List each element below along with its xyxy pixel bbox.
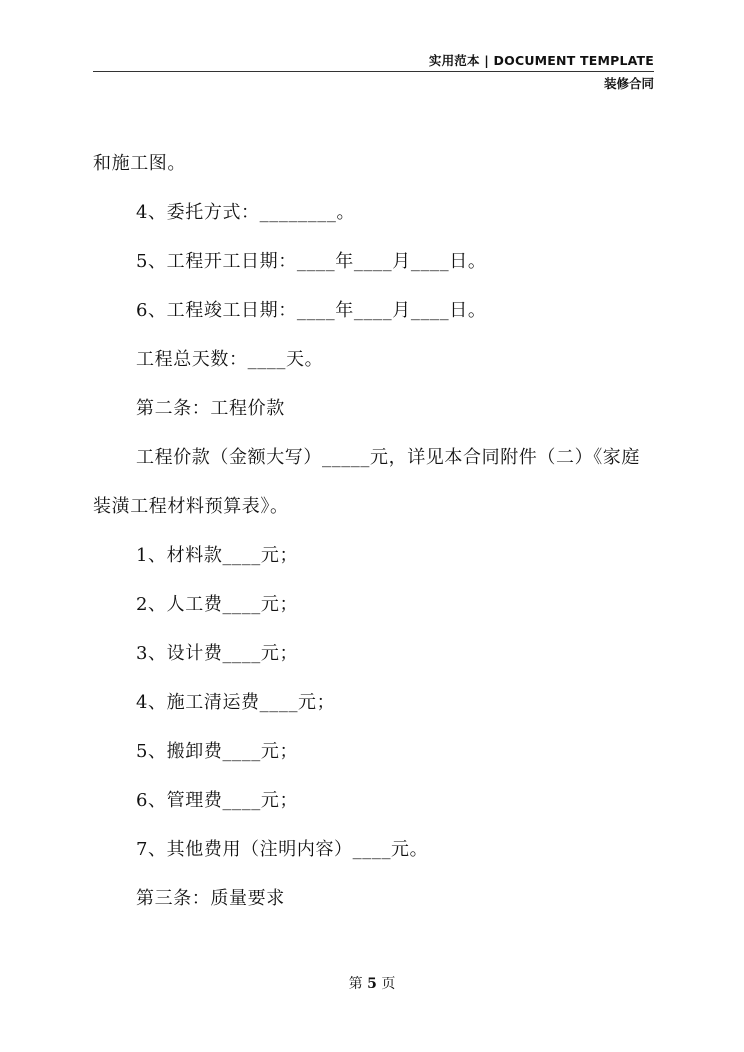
page-number-suffix: 页	[381, 976, 396, 992]
clause-completion-date: 6、工程竣工日期：____年____月____日。	[136, 300, 487, 321]
article-heading-quality: 第三条：质量要求	[136, 888, 285, 909]
item-cleanup-fee: 4、施工清运费____元；	[136, 692, 336, 713]
item-management-fee: 6、管理费____元；	[136, 790, 299, 811]
item-handling-fee: 5、搬卸费____元；	[136, 741, 299, 762]
page-number-prefix: 第	[348, 976, 363, 992]
item-labor-cost: 2、人工费____元；	[136, 594, 299, 615]
item-design-fee: 3、设计费____元；	[136, 643, 299, 664]
clause-project-price: 工程价款（金额大写）_____元，详见本合同附件（二）《家庭	[136, 447, 640, 468]
header-subtitle: 装修合同	[603, 76, 654, 91]
article-heading-price: 第二条：工程价款	[136, 398, 285, 419]
paragraph-continuation: 和施工图。	[93, 153, 186, 174]
clause-entrust-method: 4、委托方式：________。	[136, 202, 356, 223]
item-other-fees: 7、其他费用（注明内容）____元。	[136, 839, 429, 860]
item-material-cost: 1、材料款____元；	[136, 545, 299, 566]
clause-start-date: 5、工程开工日期：____年____月____日。	[136, 251, 487, 272]
header-title: 实用范本 | DOCUMENT TEMPLATE	[428, 53, 654, 68]
page-number: 5	[367, 976, 377, 992]
header-divider	[93, 71, 654, 72]
clause-project-price-continuation: 装潢工程材料预算表》。	[93, 496, 289, 517]
clause-total-days: 工程总天数：____天。	[136, 349, 324, 370]
page-header	[93, 52, 654, 92]
document-body	[93, 139, 654, 923]
page-footer	[0, 974, 744, 994]
